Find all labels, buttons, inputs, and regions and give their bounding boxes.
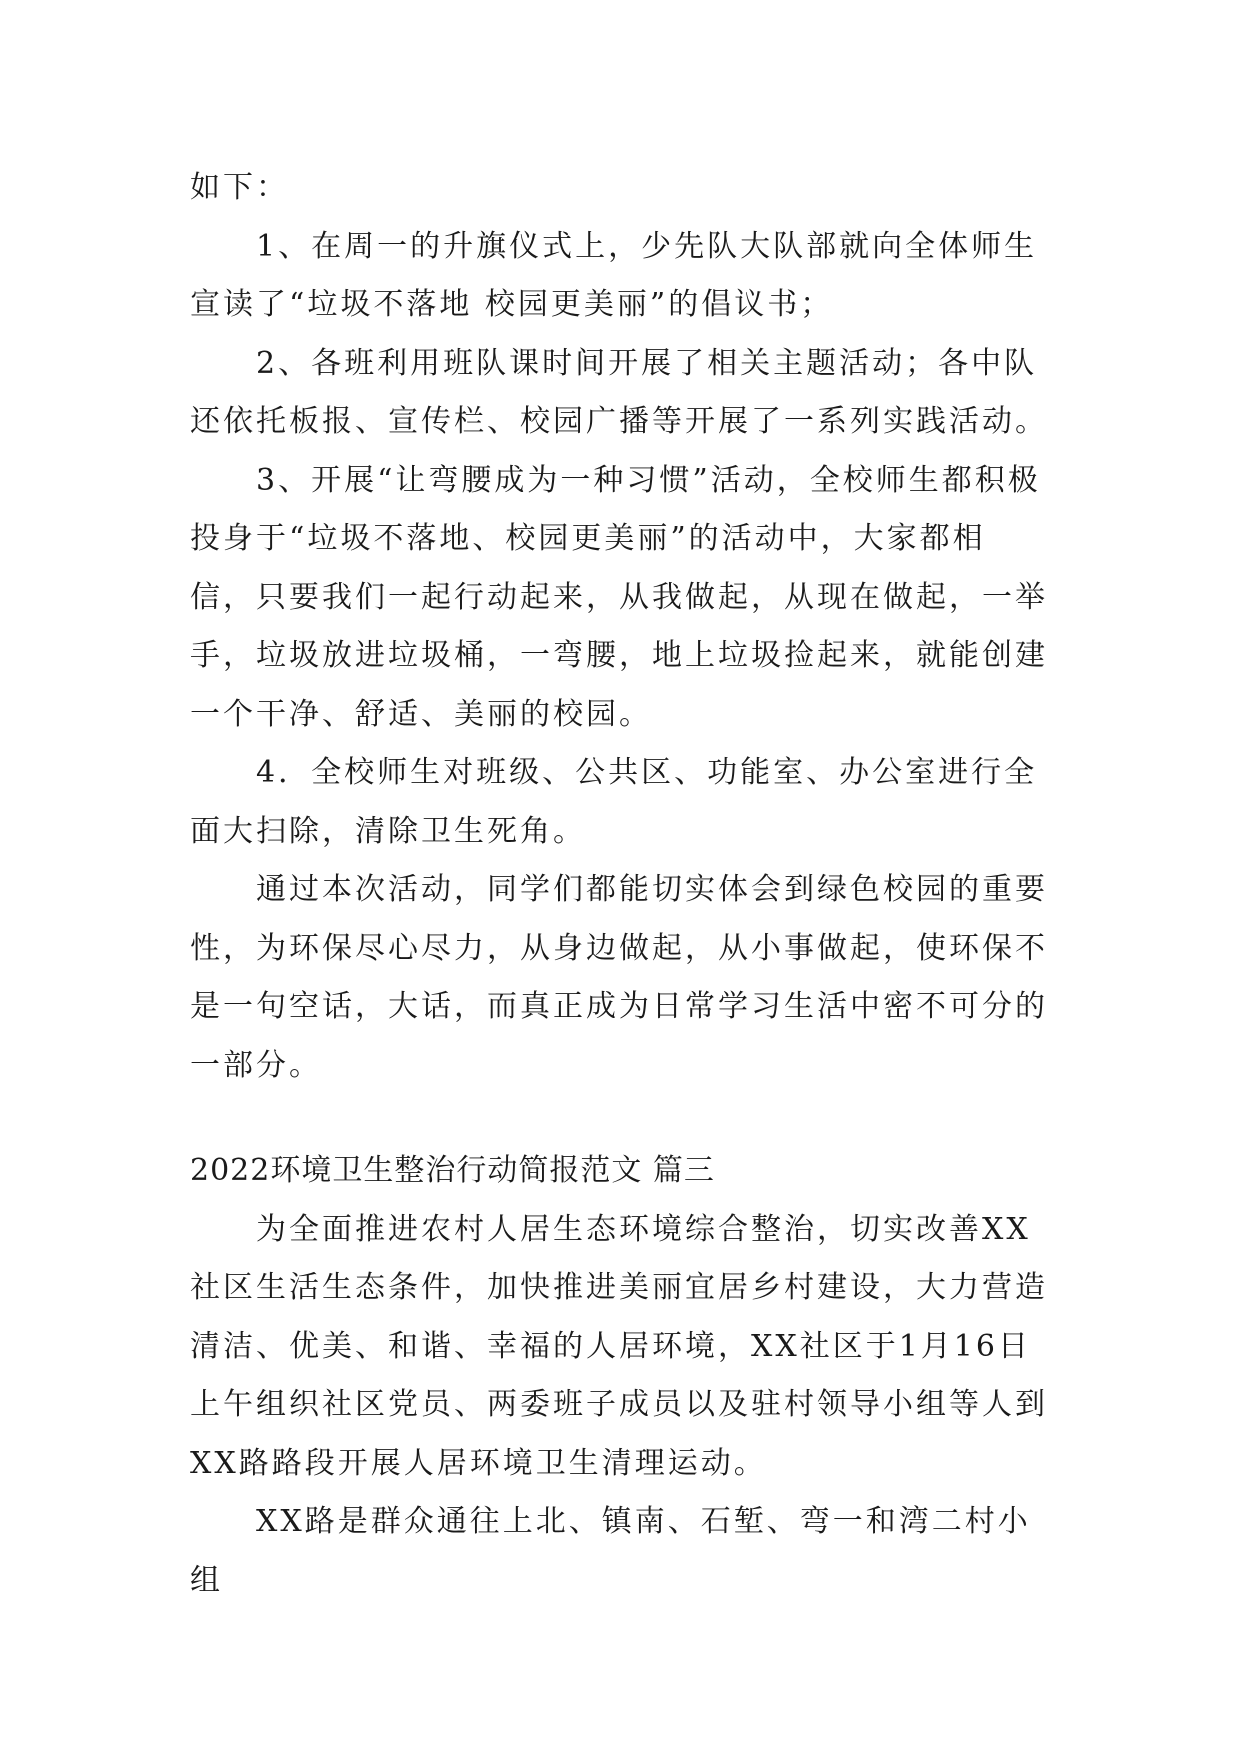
body-paragraph: XX路是群众通往上北、镇南、石堑、弯一和湾二村小组 (190, 1504, 1031, 1598)
body-paragraph: 为全面推进农村人居生态环境综合整治，切实改善XX社区生活生态条件，加快推进美丽宜居乡村建设，大力营造清洁、优美、和谐、幸福的人居环境，XX社区于1月16日上午组织社区党员、两委班子成员以及驻村领导小组等人到XX路路段开展人居环境卫生清理运动。 (190, 1211, 1048, 1481)
list-item: 1、在周一的升旗仪式上，少先队大队部就向全体师生宣读了“垃圾不落地 校园更美丽”的倡议书； (190, 228, 1038, 322)
section-continuation (190, 159, 1050, 1095)
list-item: 2、各班利用班队课时间开展了相关主题活动；各中队还依托板报、宣传栏、校园广播等开展了一系列实践活动。 (190, 345, 1048, 439)
list-item: 4．全校师生对班级、公共区、功能室、办公室进行全面大扫除，清除卫生死角。 (190, 755, 1038, 849)
section-heading: 2022环境卫生整治行动简报范文 篇三 (190, 1153, 715, 1188)
lead-text: 如下： (190, 170, 289, 205)
section-three (190, 1142, 1050, 1610)
conclusion-paragraph: 通过本次活动，同学们都能切实体会到绿色校园的重要性，为环保尽心尽力，从身边做起，从小事做起，使环保不是一句空话，大话，而真正成为日常学习生活中密不可分的一部分。 (190, 872, 1048, 1083)
list-item: 3、开展“让弯腰成为一种习惯”活动，全校师生都积极投身于“垃圾不落地、校园更美丽”的活动中，大家都相信，只要我们一起行动起来，从我做起，从现在做起，一举手，垃圾放进垃圾桶，一弯腰，地上垃圾捡起来，就能创建一个干净、舒适、美丽的校园。 (190, 462, 1048, 732)
